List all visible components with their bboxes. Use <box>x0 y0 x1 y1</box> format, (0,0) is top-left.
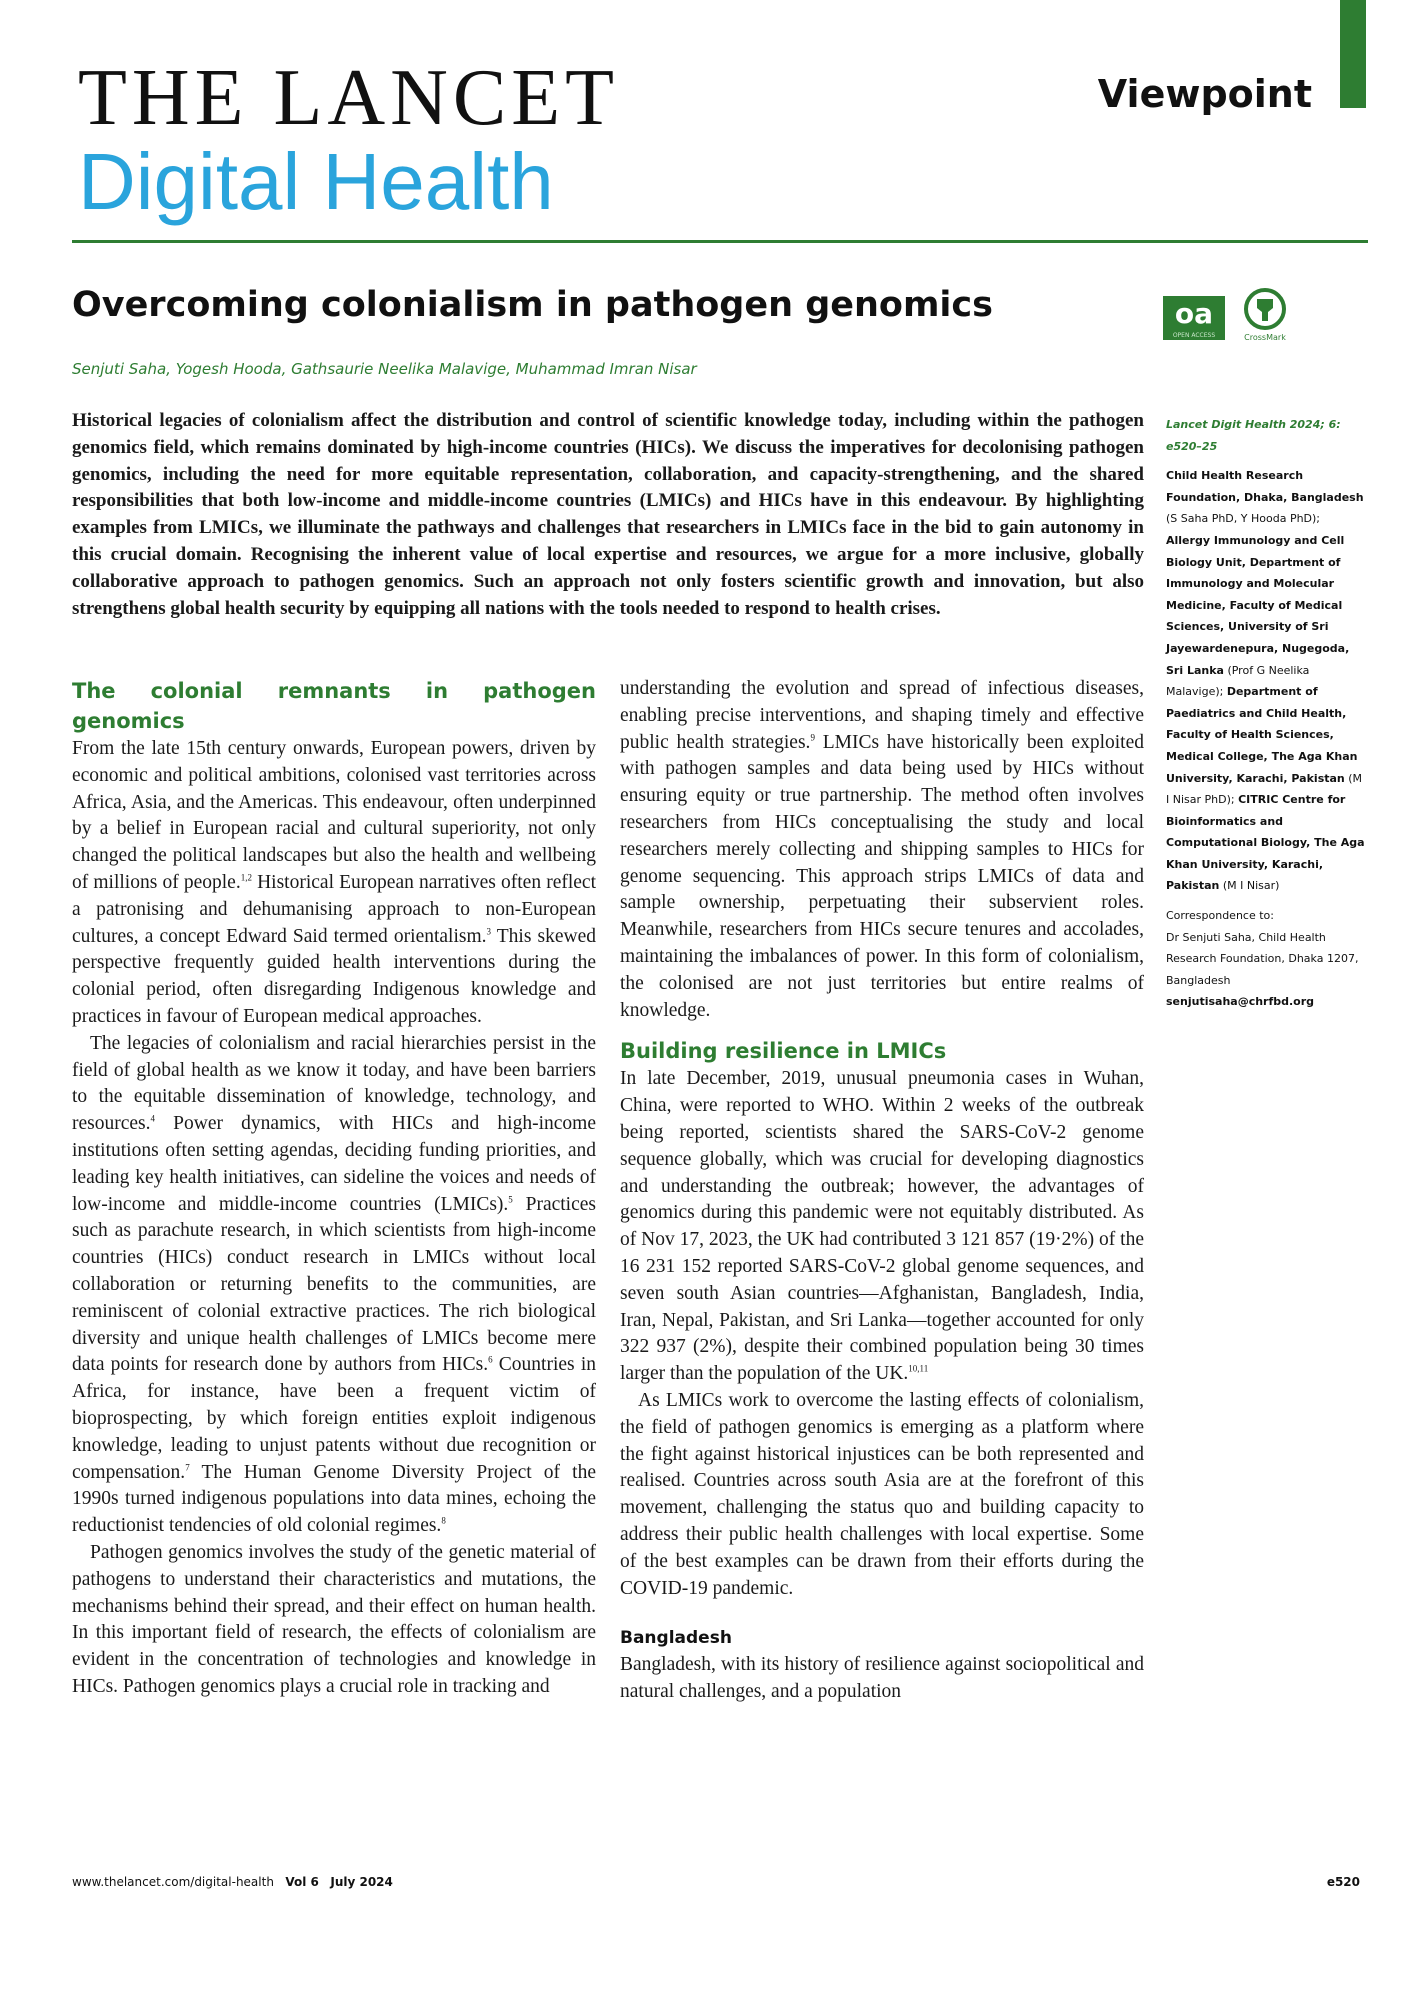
article-sidebar <box>1166 414 1366 1013</box>
paragraph: Bangladesh, with its history of resilience against sociopolitical and natural challenges, and a population <box>620 1654 1144 1703</box>
subsection-heading: Bangladesh <box>620 1628 732 1649</box>
article-title: Overcoming colonialism in pathogen genomics <box>72 285 993 325</box>
header-rule <box>72 240 1368 243</box>
crossmark-icon[interactable] <box>1240 287 1290 347</box>
section-label: Viewpoint <box>1097 72 1312 116</box>
abstract: Historical legacies of colonialism affect the distribution and control of scientific knowledge today, including within the pathogen genomics field, which remains dominated by high-income countries (HICs). We discuss the imperatives for decolonising pathogen genomics, including the need for more equitable representation, collaboration, and capacity-strengthening, and the shared responsibilities that both low-income and middle-income countries (LMICs) and HICs have in this endeavour. By highlighting examples from LMICs, we illuminate the pathways and challenges that researchers in LMICs face in the bid to gain autonomy in this crucial domain. Recognising the inherent value of local expertise and resources, we argue for a more inclusive, globally collaborative approach to pathogen genomics. Such an approach not only fosters scientific growth and innovation, but also strengthens global health security by equipping all nations with the tools needed to respond to health crises. <box>72 410 1144 619</box>
crossmark-label: CrossMark <box>1244 333 1286 342</box>
journal-title: THE LANCET <box>78 54 620 142</box>
paragraph: As LMICs work to overcome the lasting effects of colonialism, the field of pathogen genomics is emerging as a platform where the fight against historical injustices can be both represented and realised. Countries across south Asia are at the forefront of this movement, challenging the status quo and building capacity to address their public health challenges with local expertise. Some of the best examples can be drawn from their efforts during the COVID-19 pandemic. <box>620 1389 1144 1599</box>
body-column-right <box>620 676 1144 1706</box>
open-access-icon: oa OPEN ACCESS <box>1163 296 1225 340</box>
section-heading: Building resilience in LMICs <box>620 1039 947 1064</box>
page-number: e520 <box>1326 1875 1360 1889</box>
body-column-left <box>72 676 596 1701</box>
paragraph: The legacies of colonialism and racial hierarchies persist in the field of global health as we know it today, and have been barriers to the equitable dissemination of knowledge, technology, and resources.$^4$ Power dynamics, with HICs and high-income institutions often setting agendas, deciding funding priorities, and leading key health initiatives, can sideline the voices and needs of low-income and middle-income countries (LMICs).$^5$ Practices such as parachute research, in which scientists from high-income countries (HICs) conduct research in LMICs without local collaboration or returning benefits to the communities, are reminiscent of colonial extractive practices. The rich biological diversity and unique health challenges of LMICs become mere data points for research done by authors from HICs.$^6$ Countries in Africa, for instance, have been a frequent victim of bioprospecting, by which foreign entities exploit indigenous knowledge, leading to unjust patents without due recognition or compensation.$^7$ The Human Genome Diversity Project of the 1990s turned indigenous populations into data mines, echoing the reductionist tendencies of old colonial regimes.$^8$ <box>72 1032 596 1537</box>
journal-url[interactable]: www.thelancet.com/digital-health <box>72 1875 274 1889</box>
paragraph: understanding the evolution and spread of infectious diseases, enabling precise interventions, and shaping timely and effective public health strategies.$^9$ LMICs have historically been exploited with pathogen samples and data being used by HICs without ensuring equity or true partnership. The method often involves researchers from HICs conceptualising the study and local researchers merely collecting and shipping samples to HICs for genome sequencing. This approach strips LMICs of data and sample ownership, perpetuating their subservient roles. Meanwhile, researchers from HICs secure tenures and accolades, maintaining the imbalances of power. In this form of colonialism, the colonised are not just territories but entire realms of knowledge. <box>620 678 1144 1021</box>
paragraph: From the late 15th century onwards, European powers, driven by economic and political ambitions, colonised vast territories across Africa, Asia, and the Americas. This endeavour, often underpinned by a belief in European racial and cultural superiority, not only changed the political landscapes but also the health and wellbeing of millions of people.$^{1,2}$ Historical European narratives often reflect a patronising and dehumanising approach to non-European cultures, a concept Edward Said termed orientalism.$^3$ This skewed perspective frequently guided health interventions during the colonial period, often disregarding Indigenous knowledge and practices in favour of European medical approaches. <box>72 738 596 1027</box>
section-heading: The colonial remnants in pathogen genomics <box>72 679 596 733</box>
correspondence-text: Dr Senjuti Saha, Child Health Research Foundation, Dhaka 1207, Bangladesh <box>1166 930 1359 987</box>
correspondence-email[interactable]: senjutisaha@chrfbd.org <box>1166 995 1315 1009</box>
correspondence-label: Correspondence to: <box>1166 909 1274 923</box>
journal-subtitle: Digital Health <box>78 137 554 226</box>
affiliation: Child Health Research Foundation, Dhaka, Bangladesh (S Saha PhD, Y Hooda PhD); Allergy Immunology and Cell Biology Unit, Department of Immunology and Molecular Medicine, Faculty of Medical Sciences, University of Sri Jayewardenepura, Nugegoda, Sri Lanka (Prof G Neelika Malavige); Department of Paediatrics and Child Health, Faculty of Health Sciences, Medical College, The Aga Khan University, Karachi, Pakistan (M I Nisar PhD); CITRIC Centre for Bioinformatics and Computational Biology, The Aga Khan University, Karachi, Pakistan (M I Nisar) <box>1166 469 1365 893</box>
section-color-tab <box>1340 0 1366 108</box>
paragraph: In late December, 2019, unusual pneumonia cases in Wuhan, China, were reported to WHO. Within 2 weeks of the outbreak being reported, scientists shared the SARS-CoV-2 genome sequence globally, which was crucial for developing diagnostics and understanding the outbreak; however, the advantages of genomics during this pandemic were not equitably distributed. As of Nov 17, 2023, the UK had contributed 3 121 857 (19·2%) of the 16 231 152 reported SARS-CoV-2 global genome sequences, and seven south Asian countries—Afghanistan, Bangladesh, India, Iran, Nepal, Pakistan, and Sri Lanka—together accounted for only 322 937 (2%), despite their combined population being 30 times larger than the population of the UK.$^{10,11}$ <box>620 1068 1144 1385</box>
volume: Vol 6 <box>285 1875 319 1889</box>
page-footer <box>72 1875 393 1889</box>
paragraph: Pathogen genomics involves the study of the genetic material of pathogens to understand their characteristics and mutations, the mechanisms behind their spread, and their effect on human health. In this important field of research, the effects of colonialism are evident in the concentration of technologies and knowledge in HICs. Pathogen genomics plays a crucial role in tracking and <box>72 1541 596 1697</box>
author-list: Senjuti Saha, Yogesh Hooda, Gathsaurie Neelika Malavige, Muhammad Imran Nisar <box>72 360 697 378</box>
citation: Lancet Digit Health 2024; 6: e520–25 <box>1166 418 1341 453</box>
issue-date: July 2024 <box>330 1875 393 1889</box>
